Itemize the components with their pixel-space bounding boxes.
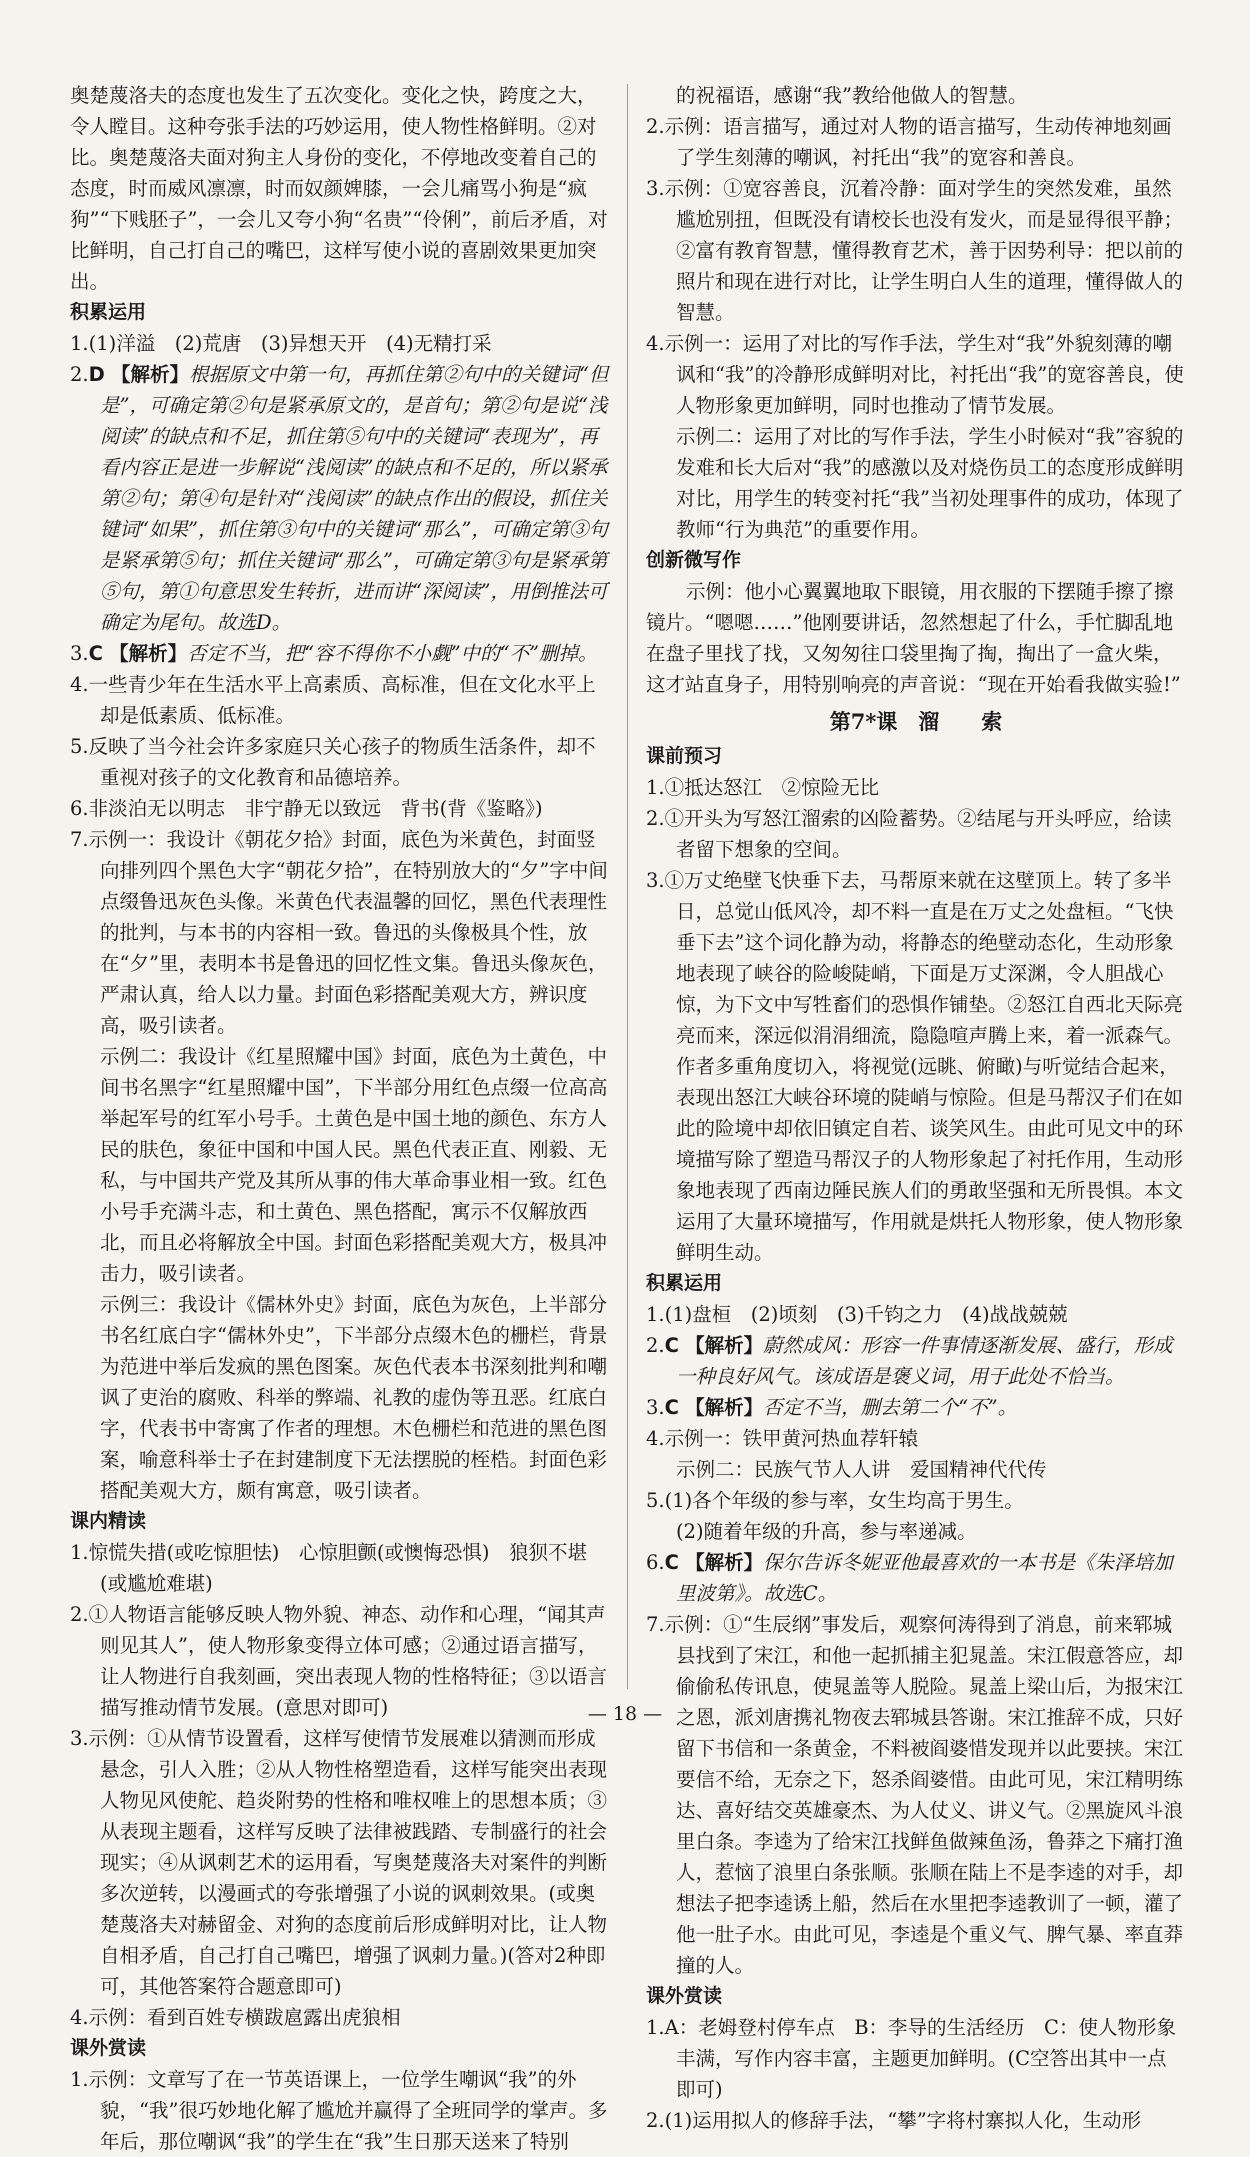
answer-item: 2.(1)运用拟人的修辞手法，“攀”字将村寨拟人化，生动形 [646,2109,1142,2132]
answer-item: 4.示例一：运用了对比的写作手法，学生对“我”外貌刻薄的嘲讽和“我”的冷静形成鲜明对比，衬托出“我”的宽容善良，使人物形象更加鲜明，同时也推动了情节发展。 [646,332,1184,417]
answer-example: 示例二：民族气节人人讲 爱国精神代代传 [676,1458,1047,1481]
answer-item: 1.A：老姆登村停车点 B：李导的生活经历 C：使人物形象丰满，写作内容丰富，主题更加鲜明。(C空答出其中一点即可) [646,2016,1176,2101]
answer-item: 7.示例一：我设计《朝花夕拾》封面，底色为米黄色，封面竖向排列四个黑色大字“朝花夕拾”，在特别放大的“夕”字中间点缀鲁迅灰色头像。米黄色代表温馨的回忆，黑色代表理性的批判，与本书的内容相一致。鲁迅的头像极具个性，放在“夕”里，表明本书是鲁迅的回忆性文集。鲁迅头像灰色，严肃认真，给人以力量。封面色彩搭配美观大方，辨识度高，吸引读者。 [70,828,608,1037]
answer-item: 5.(1)各个年级的参与率，女生均高于男生。 [646,1489,1024,1512]
answer-item: 4.一些青少年在生活水平上高素质、高标准，但在文化水平上却是低素质、低标准。 [70,673,596,727]
answer-item: 2.①开头为写怒江溜索的凶险蓄势。②结尾与开头呼应，给读者留下想象的空间。 [646,807,1172,861]
section-title-extra-reading: 课外赏读 [70,2037,147,2059]
intro-paragraph: 奥楚蔑洛夫的态度也发生了五次变化。变化之快，跨度之大，令人瞠目。这种夸张手法的巧妙运用，使人物性格鲜明。②对比。奥楚蔑洛夫面对狗主人身份的变化，不停地改变着自己的态度，时而威风凛凛，时而奴颜婢膝，一会儿痛骂小狗是“疯狗”“下贱胚子”，一会儿又夸小狗“名贵”“伶俐”，前后矛盾，对比鲜明，自己打自己的嘴巴，这样写使小说的喜剧效果更加突出。 [70,84,608,293]
answer-item: 4.示例：看到百姓专横跋扈露出虎狼相 [70,2006,401,2029]
answer-item: 3.示例：①宽容善良，沉着冷静：面对学生的突然发难，虽然尴尬别扭，但既没有请校长也没有发火，而是显得很平静；②富有教育智慧，懂得教育艺术，善于因势利导：把以前的照片和现在进行对比，让学生明白人生的道理，懂得做人的智慧。 [646,177,1184,324]
section-title-intensive-reading: 课内精读 [70,1510,147,1532]
page-number: — 18 — [587,1703,663,1725]
answer-item: 2.D 【解析】根据原文中第一句，再抓住第②句中的关键词“但是”，可确定第②句是紧承原文的，是首句；第②句是说“浅阅读”的缺点和不足，抓住第⑤句中的关键词“表现为”，再看内容正是进一步解说“浅阅读”的缺点和不足的，所以紧承第②句；第④句是针对“浅阅读”的缺点作出的假设，抓住关键词“如果”，抓住第③句中的关键词“那么”，可确定第③句是紧承第⑤句；抓住关键词“那么”，可确定第③句是紧承第⑤句，第①句意思发生转折，进而讲“深阅读”，用倒推法可确定为尾句。故选D。 [70,363,609,634]
answer-item: 6.非淡泊无以明志 非宁静无以致远 背书(背《鉴略》) [70,797,543,820]
answer-item: 1.(1)洋溢 (2)荒唐 (3)异想天开 (4)无精打采 [70,332,492,355]
micro-writing-text: 示例：他小心翼翼地取下眼镜，用衣服的下摆随手擦了擦镜片。“嗯嗯……”他刚要讲话，忽然想起了什么，手忙脚乱地在盘子里找了找，又匆匆往口袋里掏了掏，掏出了一盒火柴，这才站直身子，用特别响亮的声音说：“现在开始看我做实验!” [646,580,1181,696]
answer-item: 7.示例：①“生辰纲”事发后，观察何涛得到了消息，前来郓城县找到了宋江，和他一起抓捕主犯晁盖。宋江假意答应，却偷偷私传讯息，使晁盖等人脱险。晁盖上梁山后，为报宋江之恩，派刘唐携礼物夜去郓城县答谢。宋江推辞不成，只好留下书信和一条黄金，不料被阎婆惜发现并以此要挟。宋江要信不给，无奈之下，怒杀阎婆惜。由此可见，宋江精明练达、喜好结交英雄豪杰、为人仗义、讲义气。②黑旋风斗浪里白条。李逵为了给宋江找鲜鱼做辣鱼汤，鲁莽之下痛打渔人，惹恼了浪里白条张顺。张顺在陆上不是李逵的对手，却想法子把李逵诱上船，然后在水里把李逵教训了一顿，灌了他一肚子水。由此可见，李逵是个重义气、脾气暴、率直莽撞的人。 [646,1613,1184,1977]
section-title-micro-writing: 创新微写作 [646,549,742,571]
answer-item: 1.惊慌失措(或吃惊胆怯) 心惊胆颤(或懊悔恐惧) 狼狈不堪(或尴尬难堪) [70,1541,588,1595]
answer-item: 1.①抵达怒江 ②惊险无比 [646,776,880,799]
section-title-preview: 课前预习 [646,745,723,767]
answer-example: 示例三：我设计《儒林外史》封面，底色为灰色，上半部分书名红底白字“儒林外史”，下半部分点缀木色的栅栏，背景为范进中举后发疯的黑色图案。灰色代表本书深刻批判和嘲讽了吏治的腐败、科举的弊端、礼教的虚伪等丑恶。红底白字，代表书中寄寓了作者的理想。木色栅栏和范进的黑色图案，喻意科举士子在封建制度下无法摆脱的桎梏。封面色彩搭配美观大方，颇有寓意，吸引读者。 [100,1293,608,1502]
answer-item: 2.①人物语言能够反映人物外貌、神态、动作和心理，“闻其声则见其人”，使人物形象变得立体可感；②通过语言描写，让人物进行自我刻画，突出表现人物的性格特征；③以语言描写推动情节发展。(意思对即可) [70,1603,608,1719]
right-column [646,80,1186,2136]
answer-example: 示例二：我设计《红星照耀中国》封面，底色为土黄色，中间书名黑字“红星照耀中国”，下半部分用红色点缀一位高高举起军号的红军小号手。土黄色是中国土地的颜色、东方人民的肤色，象征中国和中国人民。黑色代表正直、刚毅、无私，与中国共产党及其所从事的伟大革命事业相一致。红色小号手充满斗志，和土黄色、黑色搭配，寓示不仅解放西北，而且必将解放全中国。封面色彩搭配美观大方，极具冲击力，吸引读者。 [100,1045,608,1285]
section-title-accumulation: 积累运用 [646,1272,723,1294]
column-divider [627,84,628,1689]
answer-item: 3.C 【解析】否定不当，把“容不得你不小觑”中的“不”删掉。 [70,642,598,665]
answer-example: 示例二：运用了对比的写作手法，学生小时候对“我”容貌的发难和长大后对“我”的感激以及对烧伤员工的态度形成鲜明对比，用学生的转变衬托“我”当初处理事件的成功，体现了教师“行为典范”的重要作用。 [676,425,1184,541]
left-column [70,80,610,2157]
answer-item: 3.示例：①从情节设置看，这样写使情节发展难以猜测而形成悬念，引人入胜；②从人物性格塑造看，这样写能突出表现人物见风使舵、趋炎附势的性格和唯权唯上的思想本质；③从表现主题看，这样写反映了法律被践踏、专制盛行的社会现实；④从讽刺艺术的运用看，写奥楚蔑洛夫对案件的判断多次逆转，以漫画式的夸张增强了小说的讽刺效果。(或奥楚蔑洛夫对赫留金、对狗的态度前后形成鲜明对比，让人物自相矛盾，自己打自己嘴巴，增强了讽刺力量。)(答对2种即可，其他答案符合题意即可) [70,1727,608,1998]
continued-text: 的祝福语，感谢“我”教给他做人的智慧。 [676,84,1028,107]
answer-item: 1.(1)盘桓 (2)顷刻 (3)千钧之力 (4)战战兢兢 [646,1303,1068,1326]
answer-item: 5.反映了当今社会许多家庭只关心孩子的物质生活条件，却不重视对孩子的文化教育和品德培养。 [70,735,596,789]
answer-item: 4.示例一：铁甲黄河热血荐轩辕 [646,1427,919,1450]
answer-item: 1.示例：文章写了在一节英语课上，一位学生嘲讽“我”的外貌，“我”很巧妙地化解了尴尬并赢得了全班同学的掌声。多年后，那位嘲讽“我”的学生在“我”生日那天送来了特别 [70,2068,608,2153]
answer-example: (2)随着年级的升高，参与率递减。 [676,1520,977,1543]
section-title-accumulation: 积累运用 [70,301,147,323]
answer-item: 2.C 【解析】蔚然成风：形容一件事情逐渐发展、盛行，形成一种良好风气。该成语是褒义词，用于此处不恰当。 [646,1334,1173,1388]
answer-item: 2.示例：语言描写，通过对人物的语言描写，生动传神地刻画了学生刻薄的嘲讽，衬托出“我”的宽容和善良。 [646,115,1172,169]
lesson-title: 第7*课 溜 索 [829,709,1003,734]
answer-item: 3.①万丈绝壁飞快垂下去，马帮原来就在这壁顶上。转了多半日，总觉山低风冷，却不料一直是在万丈之处盘桓。“飞快垂下去”这个词化静为动，将静态的绝壁动态化，生动形象地表现了峡谷的险峻陡峭，下面是万丈深渊，令人胆战心惊，为下文中写牲畜们的恐惧作铺垫。②怒江自西北天际亮亮而来，深远似涓涓细流，隐隐喧声腾上来，着一派森气。作者多重角度切入，将视觉(远眺、俯瞰)与听觉结合起来，表现出怒江大峡谷环境的陡峭与惊险。但是马帮汉子们在如此的险境中却依旧镇定自若、谈笑风生。由此可见文中的环境描写除了塑造马帮汉子的人物形象起了衬托作用，生动形象地表现了西南边陲民族人们的勇敢坚强和无所畏惧。本文运用了大量环境描写，作用就是烘托人物形象，使人物形象鲜明生动。 [646,869,1184,1264]
answer-item: 6.C 【解析】保尔告诉冬妮亚他最喜欢的一本书是《朱泽培加里波第》。故选C。 [646,1551,1173,1605]
answer-item: 3.C 【解析】否定不当，删去第二个“不”。 [646,1396,1018,1419]
section-title-extra-reading: 课外赏读 [646,1985,723,2007]
